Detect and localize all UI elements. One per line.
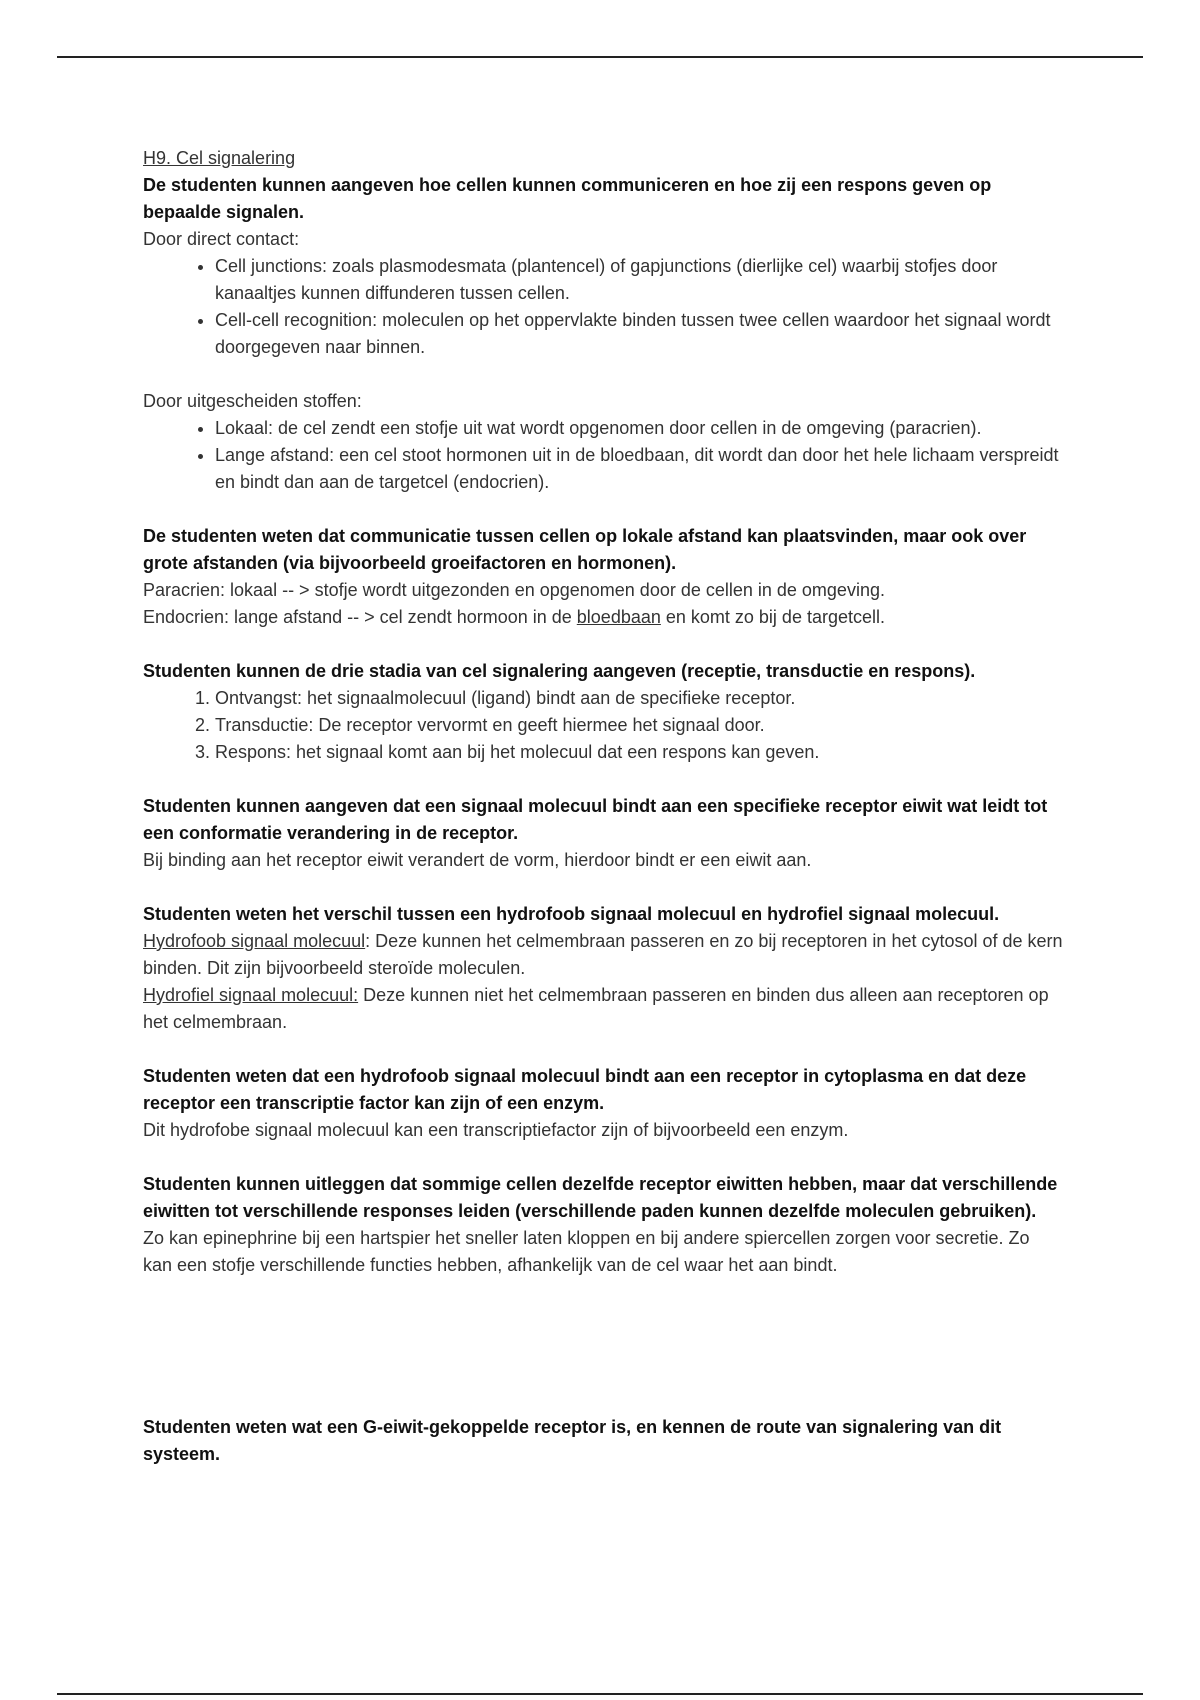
direct-contact-intro: Door direct contact:: [143, 229, 300, 249]
list-item: • Lokaal: de cel zendt een stofje uit wat wordt opgenomen door cellen in de omgeving (paracrien).: [215, 415, 1063, 442]
document-body: [143, 145, 1063, 1468]
footer-rule: [57, 1693, 1143, 1695]
secreted-substances-list: [143, 415, 1063, 496]
endocrine-text: Endocrien: lange afstand -- > cel zendt hormoon in de: [143, 607, 577, 627]
section-heading-g-protein: Studenten weten wat een G-eiwit-gekoppelde receptor is, en kennen de route van signalering van dit systeem.: [143, 1417, 1002, 1464]
different-responses-text: Zo kan epinephrine bij een hartspier het sneller laten kloppen en bij andere spiercellen zorgen voor secretie. Zo kan een stofje verschillende functies hebben, afhankelijk van de cel waar het aan bindt.: [143, 1228, 1030, 1275]
list-item: • Lange afstand: een cel stoot hormonen uit in de bloedbaan, dit wordt dan door het hele lichaam verspreidt en bindt dan aan de targetcel (endocrien).: [215, 442, 1063, 496]
endocrine-text-end: en komt zo bij de targetcell.: [660, 607, 885, 627]
section-heading-different-responses: Studenten kunnen uitleggen dat sommige cellen dezelfde receptor eiwitten hebben, maar dat verschillende eiwitten tot verschillende responses leiden (verschillende paden kunnen dezelfde moleculen gebruiken).: [143, 1174, 1058, 1221]
header-rule: [57, 56, 1143, 58]
list-item: 1. Ontvangst: het signaalmolecuul (ligand) bindt aan de specifieke receptor.: [215, 685, 1063, 712]
section-heading-stages: Studenten kunnen de drie stadia van cel signalering aangeven (receptie, transductie en respons).: [143, 661, 976, 681]
paracrine-line: Paracrien: lokaal -- > stofje wordt uitgezonden en opgenomen door de cellen in de omgeving.: [143, 580, 885, 600]
section-heading-receptor-binding: Studenten kunnen aangeven dat een signaal molecuul bindt aan een specifieke receptor eiwit wat leidt tot een conformatie verandering in de receptor.: [143, 796, 1048, 843]
chapter-title: H9. Cel signalering: [143, 148, 296, 168]
receptor-binding-text: Bij binding aan het receptor eiwit verandert de vorm, hierdoor bindt er een eiwit aan.: [143, 850, 812, 870]
secreted-substances-intro: Door uitgescheiden stoffen:: [143, 391, 362, 411]
list-item: • Cell junctions: zoals plasmodesmata (plantencel) of gapjunctions (dierlijke cel) waarbij stofjes door kanaaltjes kunnen diffunderen tussen cellen.: [215, 253, 1063, 307]
hydrophobic-term: Hydrofoob signaal molecuul: [143, 931, 366, 951]
list-item: 2. Transductie: De receptor vervormt en geeft hiermee het signaal door.: [215, 712, 1063, 739]
bloodstream-term: bloedbaan: [576, 607, 661, 627]
section-heading-distance: De studenten weten dat communicatie tussen cellen op lokale afstand kan plaatsvinden, maar ook over grote afstanden (via bijvoorbeeld groeifactoren en hormonen).: [143, 526, 1027, 573]
section-heading-cytoplasm-receptor: Studenten weten dat een hydrofoob signaal molecuul bindt aan een receptor in cytoplasma en dat deze receptor een transcriptie factor kan zijn of een enzym.: [143, 1066, 1027, 1113]
direct-contact-list: [143, 253, 1063, 361]
section-heading-hydrophobic-hydrophilic: Studenten weten het verschil tussen een hydrofoob signaal molecuul en hydrofiel signaal molecuul.: [143, 904, 1000, 924]
hydrophobic-text: : Deze kunnen het celmembraan passeren en zo bij receptoren in het cytosol of de kern binden. Dit zijn bijvoorbeeld steroïde moleculen.: [143, 931, 1063, 978]
hydrophobic-paragraph: [143, 928, 1063, 982]
hydrophilic-text: Deze kunnen niet het celmembraan passeren en binden dus alleen aan receptoren op het celmembraan.: [143, 985, 1049, 1032]
cytoplasm-receptor-text: Dit hydrofobe signaal molecuul kan een transcriptiefactor zijn of bijvoorbeeld een enzym.: [143, 1120, 849, 1140]
hydrophilic-term: Hydrofiel signaal molecuul:: [143, 985, 359, 1005]
list-item: • Cell-cell recognition: moleculen op het oppervlakte binden tussen twee cellen waardoor het signaal wordt doorgegeven naar binnen.: [215, 307, 1063, 361]
section-heading-communication: De studenten kunnen aangeven hoe cellen kunnen communiceren en hoe zij een respons geven op bepaalde signalen.: [143, 175, 992, 222]
hydrophilic-paragraph: [143, 982, 1063, 1036]
stages-list: [143, 685, 1063, 766]
list-item: 3. Respons: het signaal komt aan bij het molecuul dat een respons kan geven.: [215, 739, 1063, 766]
endocrine-line: [143, 604, 1063, 631]
